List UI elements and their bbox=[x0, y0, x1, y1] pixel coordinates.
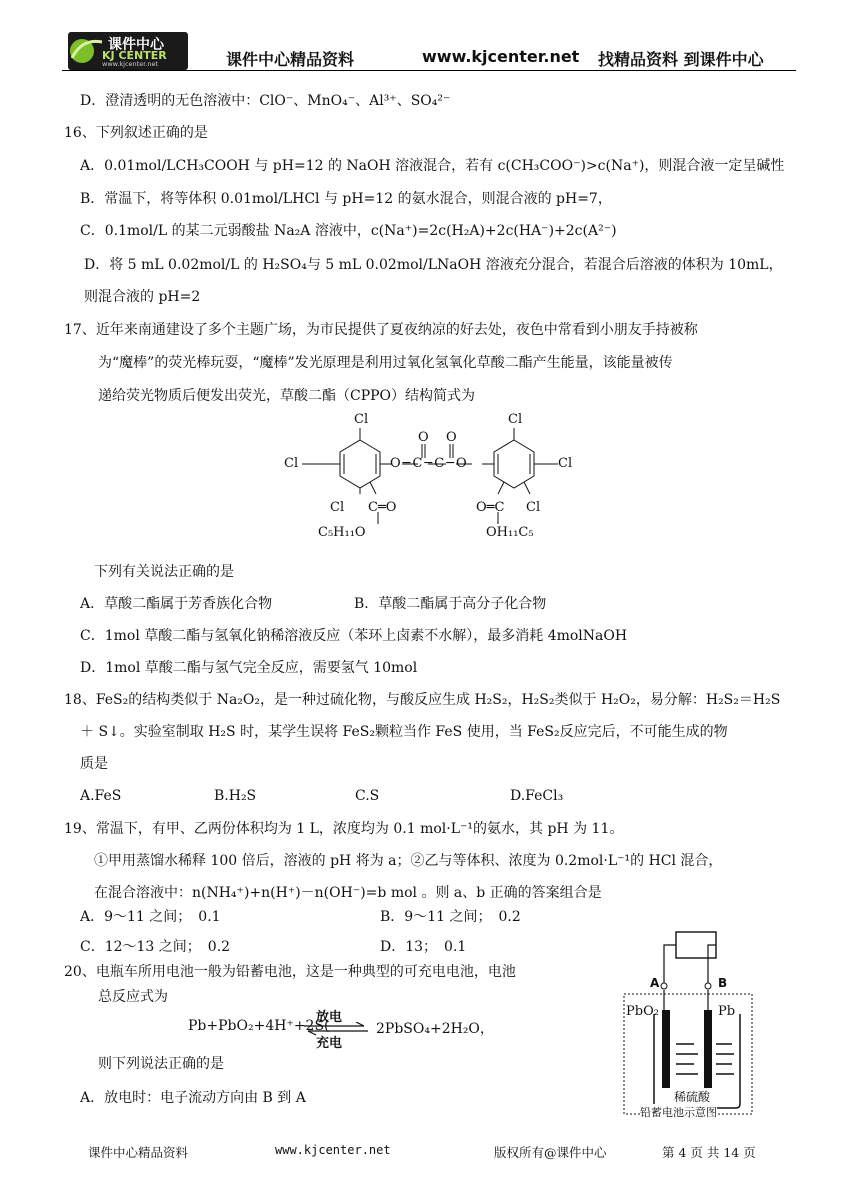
q17-stem: 下列有关说法正确的是 bbox=[94, 564, 234, 580]
q18-option-c: C.S bbox=[355, 788, 380, 804]
reversible-arrow bbox=[302, 1006, 370, 1051]
q20-stem: 则下列说法正确的是 bbox=[98, 1056, 224, 1072]
terminal-b-label: B bbox=[718, 976, 728, 990]
arrow-label-charge: 充电 bbox=[316, 1036, 343, 1051]
q16-option-a: A．0.01mol/LCH₃COOH 与 pH=12 的 NaOH 溶液混合，若有 c(CH₃COO⁻)>c(Na⁺)，则混合液一定呈碱性 bbox=[80, 158, 785, 174]
cl-top-left: Cl bbox=[354, 412, 369, 427]
oxalate-chain: O─C─C─O bbox=[390, 456, 469, 471]
q20-equation-left: Pb+PbO₂+4H⁺+2S( bbox=[188, 1018, 330, 1034]
cl-low-right: Cl bbox=[526, 500, 541, 515]
q20-line1: 20、电瓶车所用电池一般为铅蓄电池，这是一种典型的可充电电池，电池 bbox=[64, 964, 516, 980]
cl-low-left: Cl bbox=[330, 500, 345, 515]
terminal-a-label: A bbox=[650, 976, 660, 990]
lead-acid-battery-figure bbox=[616, 928, 786, 1120]
c5h11o-label: C₅H₁₁O bbox=[318, 525, 366, 540]
q17-line1: 17、近年来南通建设了多个主题广场，为市民提供了夏夜纳凉的好去处，夜色中常看到小朋友手持被称 bbox=[64, 322, 698, 338]
page-number: 第 4 页 共 14 页 bbox=[662, 1145, 756, 1160]
q20-equation-right: 2PbSO₄+2H₂O， bbox=[376, 1021, 494, 1037]
q19-line1: 19、常温下，有甲、乙两份体积均为 1 L，浓度均为 0.1 mol·L⁻¹的氨水，其 pH 为 11。 bbox=[64, 821, 624, 837]
figure-caption: 铅蓄电池示意图 bbox=[640, 1106, 717, 1119]
carbonyl-o1: O bbox=[418, 430, 429, 445]
footer-copyright: 版权所有@课件中心 bbox=[494, 1145, 607, 1160]
q16-option-c: C．0.1mol/L 的某二元弱酸盐 Na₂A 溶液中，c(Na⁺)=2c(H₂A)+2c(HA⁻)+2c(A²⁻) bbox=[80, 223, 617, 239]
q16-option-b: B．常温下，将等体积 0.01mol/LHCl 与 pH=12 的氨水混合，则混合液的 pH=7， bbox=[80, 191, 612, 207]
pb-electrode-label: Pb bbox=[718, 1004, 736, 1019]
cppo-structure-diagram bbox=[280, 410, 600, 550]
q17-line2: 为“魔棒”的荧光棒玩耍，“魔棒”发光原理是利用过氧化氢氧化草酸二酯产生能量，该能量被传 bbox=[98, 355, 673, 371]
q17-option-b: B．草酸二酯属于高分子化合物 bbox=[354, 596, 547, 612]
electrolyte-label: 稀硫酸 bbox=[674, 1090, 711, 1104]
ester-left: C═O bbox=[368, 500, 397, 515]
q16-stem: 16、下列叙述正确的是 bbox=[64, 125, 208, 141]
logo-sub: KJ CENTER bbox=[102, 49, 167, 62]
q16-option-d-line2: 则混合液的 pH=2 bbox=[84, 289, 201, 305]
q18-line1: 18、FeS₂的结构类似于 Na₂O₂，是一种过硫化物，与酸反应生成 H₂S₂，H₂S₂类似于 H₂O₂，易分解：H₂S₂＝H₂S bbox=[64, 692, 781, 708]
logo-url: www.kjcenter.net bbox=[102, 60, 159, 68]
header-right: 找精品资料 到课件中心 bbox=[598, 50, 764, 69]
cl-left: Cl bbox=[284, 456, 299, 471]
q19-line3: 在混合溶液中：n(NH₄⁺)+n(H⁺)－n(OH⁻)=b mol 。则 a、b 正确的答案组合是 bbox=[94, 885, 602, 901]
cl-top-right: Cl bbox=[508, 412, 523, 427]
q19-option-b: B．9～11 之间； 0.2 bbox=[380, 909, 521, 925]
q17-option-a: A．草酸二酯属于芳香族化合物 bbox=[80, 596, 273, 612]
q18-option-a: A.FeS bbox=[80, 788, 122, 804]
q20-option-a: A．放电时：电子流动方向由 B 到 A bbox=[80, 1090, 306, 1106]
q19-line2: ①甲用蒸馏水稀释 100 倍后，溶液的 pH 将为 a；②乙与等体积、浓度为 0.2mol·L⁻¹的 HCl 混合， bbox=[94, 853, 723, 869]
header-center: www.kjcenter.net bbox=[422, 47, 580, 66]
q17-line3: 递给荧光物质后便发出荧光，草酸二酯（CPPO）结构简式为 bbox=[98, 388, 476, 404]
q17-option-d: D．1mol 草酸二酯与氢气完全反应，需要氢气 10mol bbox=[80, 660, 418, 676]
q18-option-d: D.FeCl₃ bbox=[510, 788, 564, 804]
footer-left: 课件中心精品资料 bbox=[88, 1145, 189, 1160]
q15-option-d: D．澄清透明的无色溶液中：ClO⁻、MnO₄⁻、Al³⁺、SO₄²⁻ bbox=[80, 93, 451, 109]
q17-option-c: C．1mol 草酸二酯与氢氧化钠稀溶液反应（苯环上卤素不水解），最多消耗 4molNaOH bbox=[80, 628, 628, 644]
carbonyl-o2: O bbox=[446, 430, 457, 445]
footer-url: www.kjcenter.net bbox=[275, 1143, 391, 1157]
site-logo bbox=[68, 32, 188, 70]
logo-text: 课件中心 bbox=[108, 37, 164, 53]
q16-option-d-line1: D．将 5 mL 0.02mol/L 的 H₂SO₄与 5 mL 0.02mol/LNaOH 溶液充分混合，若混合后溶液的体积为 10mL， bbox=[84, 257, 783, 273]
q18-line3: 质是 bbox=[80, 756, 108, 772]
cl-right: Cl bbox=[558, 456, 573, 471]
q19-option-c: C．12～13 之间； 0.2 bbox=[80, 939, 231, 955]
header-left: 课件中心精品资料 bbox=[226, 50, 355, 69]
arrow-label-discharge: 放电 bbox=[316, 1010, 343, 1025]
oh11c5-label: OH₁₁C₅ bbox=[486, 525, 534, 540]
header-rule bbox=[62, 70, 796, 71]
q18-line2: ＋ S↓。实验室制取 H₂S 时，某学生误将 FeS₂颗粒当作 FeS 使用，当 FeS₂反应完后，不可能生成的物 bbox=[80, 724, 728, 740]
q19-option-d: D．13； 0.1 bbox=[380, 939, 467, 955]
q18-option-b: B.H₂S bbox=[214, 788, 257, 804]
q19-option-a: A．9～11 之间； 0.1 bbox=[80, 909, 221, 925]
ester-right: O═C bbox=[476, 500, 505, 515]
q20-line2: 总反应式为 bbox=[98, 989, 168, 1005]
pbo2-electrode-label: PbO₂ bbox=[626, 1004, 659, 1019]
